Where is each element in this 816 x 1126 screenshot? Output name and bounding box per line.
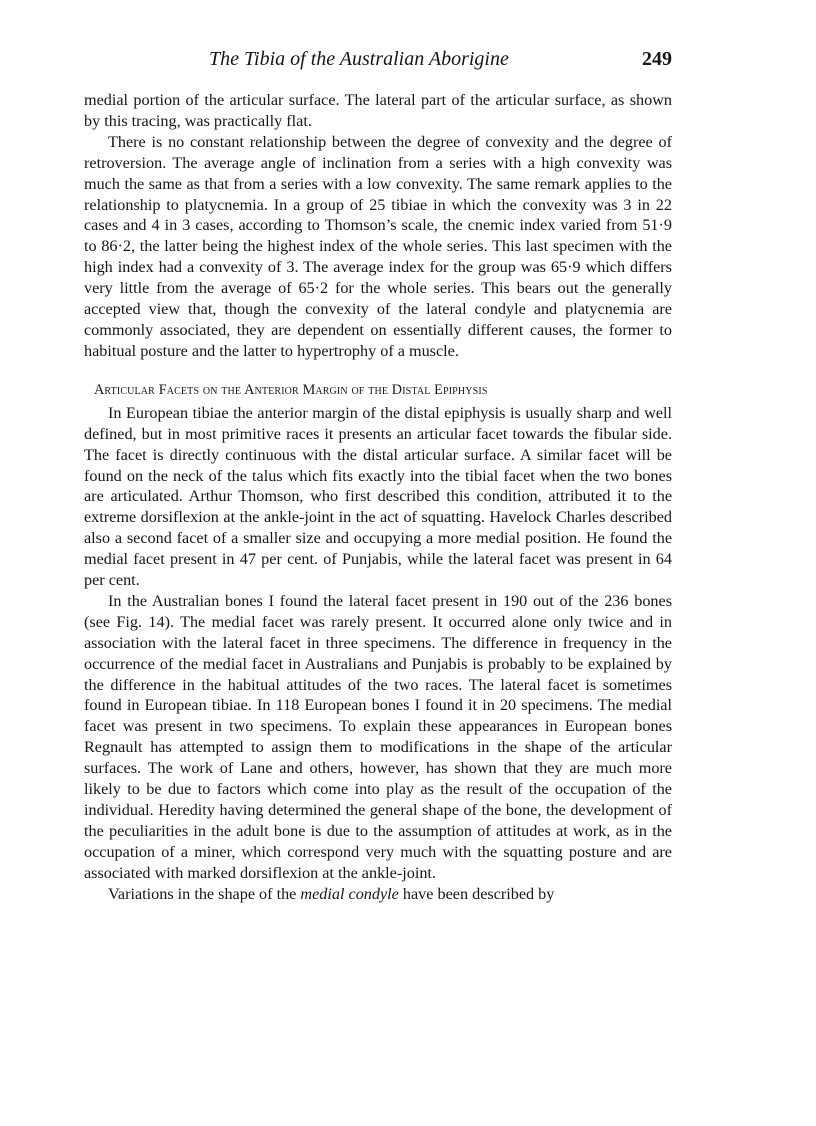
paragraph-5-start: Variations in the shape of the bbox=[108, 884, 301, 903]
paragraph-1: medial portion of the articular surface. The lateral part of the articular surface, as shown by this tracing, was practically flat. bbox=[84, 91, 672, 130]
running-header bbox=[84, 46, 672, 76]
paragraph-5 bbox=[84, 884, 672, 905]
body-text bbox=[84, 90, 672, 905]
running-title: The Tibia of the Australian Aborigine bbox=[209, 48, 509, 70]
page-number: 249 bbox=[642, 48, 672, 70]
paragraph-5-italic: medial condyle bbox=[300, 884, 399, 903]
paragraph-4: In the Australian bones I found the lateral facet present in 190 out of the 236 bones (see Fig. 14). The medial facet was rarely present. It occurred alone only twice and in association with the lateral facet in three specimens. The difference in frequency in the occurrence of the medial facet in Australians and Punjabis is probably to be explained by the difference in the habitual attitudes of the two races. The lateral facet is sometimes found in European tibiae. In 118 European bones I found it in 20 specimens. The medial facet was present in two specimens. To explain these appearances in European bones Regnault has attempted to assign them to modifications in the shape of the articular surfaces. The work of Lane and others, however, has shown that they are much more likely to be due to factors which come into play as the result of the occupation of the individual. Heredity having determined the general shape of the bone, the development of the peculiarities in the adult bone is due to the assumption of attitudes at work, as in the occupation of a miner, which correspond very much with the squatting posture and are associated with marked dorsiflexion at the ankle-joint. bbox=[84, 591, 672, 882]
section-heading: Articular Facets on the Anterior Margin of the Distal Epiphysis bbox=[94, 381, 488, 398]
paragraph-3: In European tibiae the anterior margin of the distal epiphysis is usually sharp and well defined, but in most primitive races it presents an articular facet towards the fibular side. The facet is directly continuous with the distal articular surface. A similar facet will be found on the neck of the talus which fits exactly into the tibial facet when the two bones are articulated. Arthur Thomson, who first described this condition, attributed it to the extreme dorsiflexion at the ankle-joint in the act of squatting. Havelock Charles described also a second facet of a smaller size and occupying a more medial position. He found the medial facet present in 47 per cent. of Punjabis, while the lateral facet was present in 64 per cent. bbox=[84, 403, 672, 590]
paragraph-5-end: have been described by bbox=[398, 884, 555, 903]
paragraph-2: There is no constant relationship between the degree of convexity and the degree of retroversion. The average angle of inclination from a series with a high convexity was much the same as that from a series with a low convexity. The same remark applies to the relationship to platycnemia. In a group of 25 tibiae in which the convexity was 3 in 22 cases and 4 in 3 cases, according to Thomson’s scale, the cnemic index varied from 51·9 to 86·2, the latter being the highest index of the whole series. This last specimen with the high index had a convexity of 3. The average index for the group was 65·9 which differs very little from the average of 65·2 for the whole series. This bears out the generally accepted view that, though the convexity of the lateral condyle and platycnemia are commonly associated, they are dependent on essentially different causes, the former to habitual posture and the latter to hypertrophy of a muscle. bbox=[84, 132, 672, 360]
